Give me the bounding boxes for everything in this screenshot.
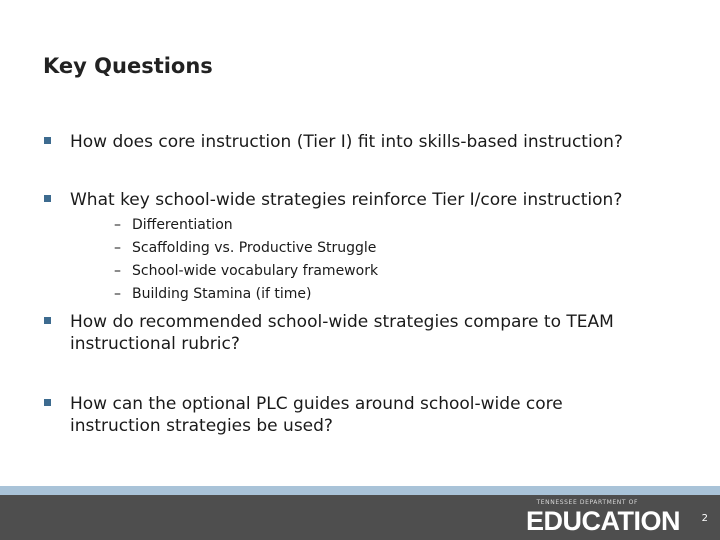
bullet-item xyxy=(44,131,674,153)
sub-bullet-text: Scaffolding vs. Productive Struggle xyxy=(132,240,377,256)
bullet-text: How can the optional PLC guides around school-wide core instruction strategies be used? xyxy=(70,394,563,436)
bullet-square-icon xyxy=(44,195,51,202)
bullet-item xyxy=(44,189,674,211)
bullet-text: How does core instruction (Tier I) fit into skills-based instruction? xyxy=(70,132,623,152)
bullet-item xyxy=(44,311,644,355)
dash-icon: – xyxy=(114,286,121,302)
footer-accent-band xyxy=(0,486,720,495)
dash-icon: – xyxy=(114,263,121,279)
dash-icon: – xyxy=(114,217,121,233)
sub-bullet-text: Building Stamina (if time) xyxy=(132,286,312,302)
bullet-square-icon xyxy=(44,399,51,406)
bullet-square-icon xyxy=(44,317,51,324)
dash-icon: – xyxy=(114,240,121,256)
bullet-text: What key school-wide strategies reinforce Tier I/core instruction? xyxy=(70,190,623,210)
org-name-small: TENNESSEE DEPARTMENT OF xyxy=(536,499,638,506)
footer-bar xyxy=(0,495,720,540)
education-logo: EDUCATION xyxy=(526,506,680,536)
bullet-square-icon xyxy=(44,137,51,144)
slide-title: Key Questions xyxy=(43,54,213,78)
sub-bullet-text: Differentiation xyxy=(132,217,233,233)
bullet-item xyxy=(44,393,604,437)
page-number: 2 xyxy=(701,513,708,524)
bullet-text: How do recommended school-wide strategies compare to TEAM instructional rubric? xyxy=(70,312,614,354)
sub-bullet-text: School-wide vocabulary framework xyxy=(132,263,379,279)
